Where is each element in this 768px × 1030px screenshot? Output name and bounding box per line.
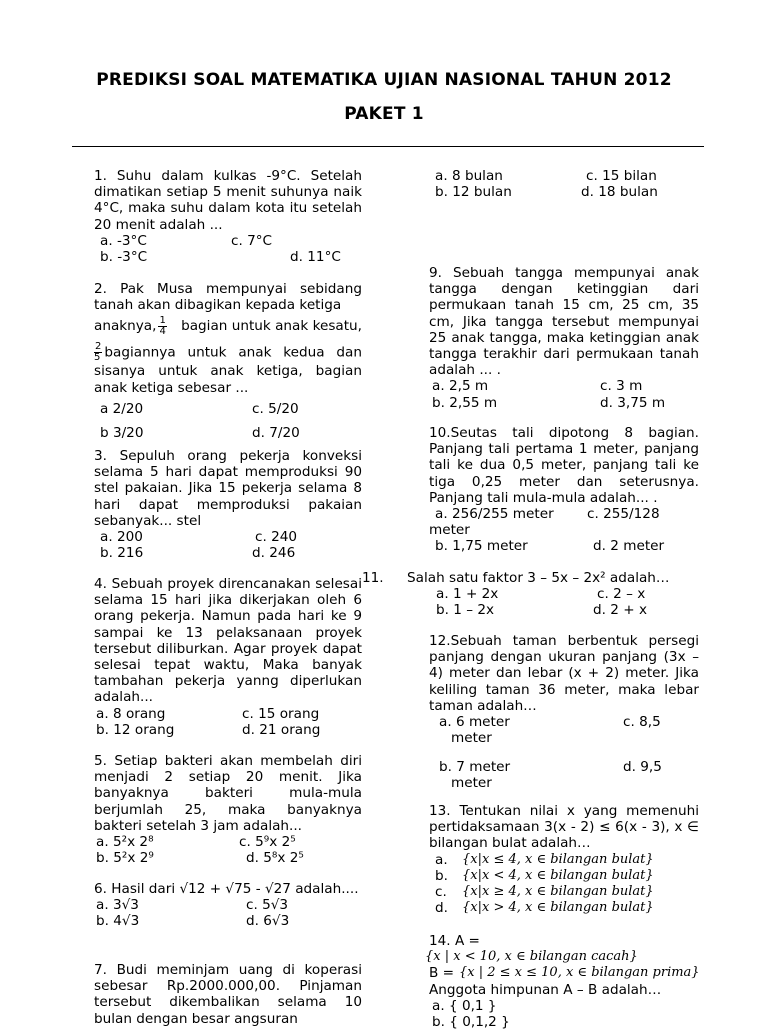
option-c: c. 5√3 (246, 897, 289, 914)
option-d: d. 9,5 (623, 759, 662, 775)
option-d: d. 2 meter (593, 538, 665, 555)
option-c-label: c. (435, 883, 447, 900)
question-text: 9. Sebuah tangga mempunyai anak tangga dengan ketinggian dari permukaan tanah 15 cm, 25 cm, 35 cm, Jika tangga tersebut mempunyai 25 anak tangga, maka ketinggian anak tangga terakhir dari permukaan tanah adalah ... . (429, 265, 699, 379)
question-text: Anggota himpunan A – B adalah… (429, 981, 662, 998)
option-c: c. 240 (255, 529, 298, 546)
option-b: b. 7 meter (439, 759, 511, 775)
question-12-options-b (429, 759, 699, 791)
question-text: 6. Hasil dari √12 + √75 - √27 adalah.... (94, 881, 359, 897)
option-d: d. 21 orang (242, 721, 321, 738)
option-a: a. { 0,1 } (432, 997, 497, 1014)
question-text-block (94, 342, 362, 395)
option-b: b. 5²x 2⁹ (96, 850, 154, 867)
option-a: a. 3√3 (96, 897, 139, 914)
option-d: d. 7/20 (252, 425, 300, 441)
option-d: d. 246 (252, 545, 296, 562)
option-b: b. 12 orang (96, 721, 175, 738)
question-text-line (94, 313, 362, 340)
option-b-continued: meter (451, 775, 492, 792)
option-c: c. 5/20 (252, 401, 299, 417)
option-d: d. 5⁸x 2⁵ (246, 850, 304, 867)
option-b: b. 216 (100, 545, 144, 562)
question-14 (425, 933, 719, 1030)
question-text: 7. Budi meminjam uang di koperasi sebesar Rp.2000.000,00. Pinjaman tersebut dikembalikan selama 10 bulan dengan besar angsuran (94, 962, 362, 1027)
question-7 (94, 962, 362, 1027)
question-text: 3. Sepuluh orang pekerja konveksi selama 5 hari dapat memproduksi 90 stel pakaian. Jika 15 pekerja selama 8 hari dapat memproduksi pakaian sebanyak... stel (94, 448, 362, 529)
option-b: b 3/20 (100, 425, 144, 441)
question-6 (94, 881, 362, 930)
option-a: a. 5²x 2⁸ (96, 834, 154, 851)
option-d-label: d. (435, 900, 448, 917)
option-a: a. 8 bulan (435, 168, 503, 184)
option-c: c. 15 orang (242, 705, 320, 722)
question-2 (94, 281, 362, 396)
option-c: c. 8,5 (623, 714, 661, 731)
option-a-label: a. (435, 851, 448, 868)
option-d: d. 18 bulan (581, 184, 658, 201)
question-text: bagian untuk anak kesatu, (181, 318, 362, 335)
option-b: {x|x < 4, x ∈ bilangan bulat} (462, 867, 654, 883)
question-text: 2. Pak Musa mempunyai sebidang tanah akan dibagikan kepada ketiga (94, 281, 362, 314)
option-c: c. 7°C (231, 232, 273, 249)
page-subtitle: PAKET 1 (344, 104, 424, 124)
option-a: a. -3°C (100, 232, 147, 249)
question-3 (94, 448, 362, 561)
question-text: 14. A = (429, 933, 480, 949)
question-2-options-b (94, 425, 362, 441)
option-c: c. 255/128 (587, 506, 660, 523)
option-b: b. 4√3 (96, 913, 140, 930)
option-d: d. 11°C (290, 249, 341, 265)
option-a-continued: meter (429, 522, 470, 539)
question-text: anaknya, (94, 318, 157, 335)
question-2-options (94, 401, 362, 417)
option-d: d. 2 + x (593, 602, 647, 619)
option-b-label: b. (435, 867, 448, 884)
option-a: a. 8 orang (96, 705, 166, 722)
option-a: a. 6 meter (439, 714, 510, 731)
option-c: c. 15 bilan (586, 168, 657, 184)
option-a: a. 2,5 m (432, 378, 489, 395)
fraction-one-quarter: $\frac{1}{4}$ (159, 314, 166, 337)
question-text: 4. Sebuah proyek direncanakan selesai selama 15 hari jika dikerjakan oleh 6 orang pekerja. Namun pada hari ke 9 sampai ke 13 pelaksanaan proyek tersebut diliburkan. Agar proyek dapat selesai tepat waktu, Maka banyak tambahan pekerja yanng diperlukan adalah... (94, 576, 362, 706)
option-a: a. 256/255 meter (435, 506, 554, 523)
option-b: b. 2,55 m (432, 394, 498, 411)
question-4 (94, 576, 362, 738)
option-c: c. 5⁹x 2⁵ (239, 834, 296, 851)
question-text: 12.Sebuah taman berbentuk persegi panjang dengan ukuran panjang (3x – 4) meter dan lebar (x + 2) meter. Jika keliling taman 36 meter, maka lebar taman adalah… (429, 633, 699, 714)
question-5 (94, 753, 362, 866)
option-c: {x|x ≥ 4, x ∈ bilangan bulat} (462, 883, 654, 899)
question-11-number: 11. (362, 570, 384, 586)
option-b: b. 1 – 2x (436, 602, 495, 619)
option-a-continued: meter (451, 730, 492, 747)
question-text: bagiannya untuk anak kedua dan sisanya untuk anak ketiga, bagian anak ketiga sebesar ... (94, 344, 362, 396)
question-text: 13. Tentukan nilai x yang memenuhi pertidaksamaan 3(x - 2) ≤ 6(x - 3), x ∈ bilangan bulat adalah… (429, 803, 699, 852)
question-text: 5. Setiap bakteri akan membelah diri menjadi 2 setiap 20 menit. Jika banyaknya bakteri mula-mula berjumlah 25, maka banyaknya bakteri setelah 3 jam adalah... (94, 753, 362, 834)
question-13 (429, 803, 699, 916)
question-10 (429, 425, 699, 555)
question-text: 1. Suhu dalam kulkas -9°C. Setelah dimatikan setiap 5 menit suhunya naik 4°C, maka suhu dalam kota itu setelah 20 menit adalah ... (94, 168, 362, 233)
question-text: 10.Seutas tali dipotong 8 bagian. Panjang tali pertama 1 meter, panjang tali ke dua 0,5 meter, panjang tali ke tiga 0,25 meter dan seterusnya. Panjang tali mula-mula adalah... . (429, 425, 699, 506)
set-a: {x | x < 10, x ∈ bilangan cacah} (425, 949, 638, 965)
option-a: a 2/20 (100, 401, 144, 417)
question-1 (94, 168, 362, 265)
header-divider (72, 146, 704, 147)
option-d: {x|x > 4, x ∈ bilangan bulat} (462, 900, 654, 916)
question-text: Salah satu faktor 3 – 5x – 2x² adalah… (407, 570, 670, 586)
option-d: d. 6√3 (246, 913, 290, 930)
option-c: c. 2 – x (597, 586, 646, 603)
option-d: d. 3,75 m (600, 394, 666, 411)
set-b-label: B = (429, 965, 455, 982)
option-a: a. 1 + 2x (436, 586, 499, 603)
option-b: b. 12 bulan (435, 184, 512, 201)
fraction-two-fifths: $\frac{2}{5}$ (94, 341, 102, 364)
option-a: {x|x ≤ 4, x ∈ bilangan bulat} (462, 851, 654, 867)
page-title: PREDIKSI SOAL MATEMATIKA UJIAN NASIONAL TAHUN 2012 (96, 70, 672, 90)
question-7-options (429, 168, 699, 200)
option-b: b. { 0,1,2 } (432, 1013, 510, 1030)
option-b: b. 1,75 meter (435, 538, 528, 555)
option-b: b. -3°C (100, 249, 148, 265)
question-12 (429, 633, 699, 746)
question-9 (429, 265, 699, 411)
option-a: a. 200 (100, 529, 143, 546)
question-11 (407, 570, 707, 619)
option-c: c. 3 m (600, 378, 643, 395)
set-b: {x | 2 ≤ x ≤ 10, x ∈ bilangan prima} (459, 965, 700, 981)
